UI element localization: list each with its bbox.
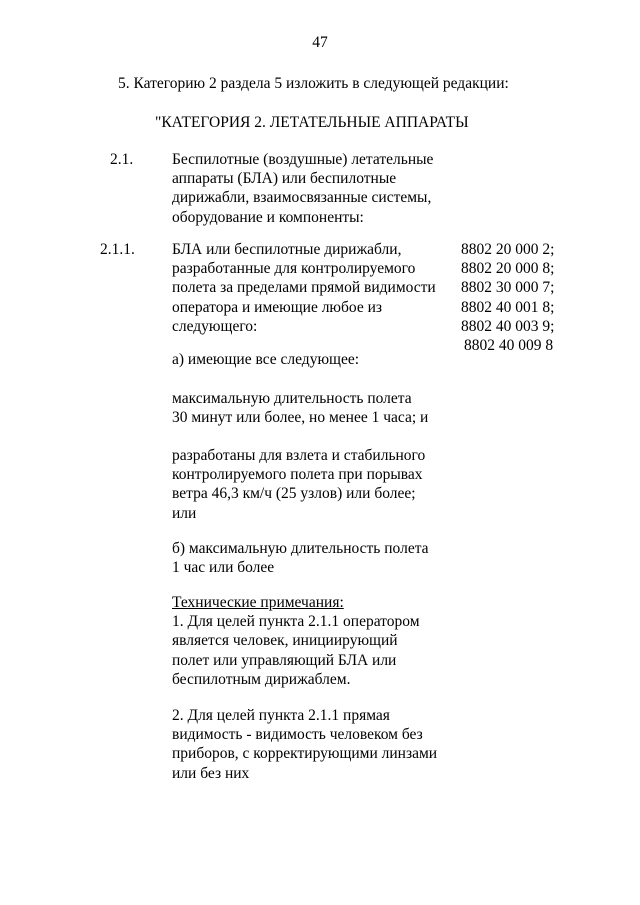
- text-line: 1 час или более: [172, 559, 275, 577]
- text-line: 2. Для целей пункта 2.1.1 прямая: [172, 707, 390, 724]
- item-a-heading: а) имеющие все следующее:: [172, 351, 360, 368]
- text-line: Беспилотные (воздушные) летательные: [172, 151, 434, 168]
- text-line: приборов, с корректирующими линзами: [172, 745, 438, 763]
- customs-code: 8802 20 000 2;: [461, 241, 555, 258]
- text-line: оператора и имеющие любое из: [172, 298, 383, 316]
- text-line: видимость - видимость человеком без: [172, 726, 423, 744]
- item-a-duration: [172, 389, 472, 427]
- page-number: 47: [312, 34, 328, 51]
- text-line: 30 минут или более, но менее 1 часа; и: [172, 409, 429, 427]
- tech-notes-heading: Технические примечания:: [172, 594, 344, 611]
- customs-code: 8802 40 009 8: [464, 337, 554, 355]
- item-b: [172, 539, 472, 577]
- text-line: беспилотным дирижаблем.: [172, 670, 351, 688]
- section-2-1-number: 2.1.: [110, 151, 134, 168]
- tech-notes: [172, 593, 472, 689]
- item-a-wind: [172, 446, 472, 523]
- text-line: оборудование и компоненты:: [172, 208, 364, 226]
- customs-code: 8802 40 001 8;: [461, 298, 555, 316]
- text-line: 1. Для целей пункта 2.1.1 оператором: [172, 613, 420, 631]
- text-line: или без них: [172, 764, 250, 782]
- text-line: контролируемого полета при порывах: [172, 466, 423, 484]
- text-line: максимальную длительность полета: [172, 390, 412, 407]
- text-line: разработанные для контролируемого: [172, 260, 416, 278]
- instruction-line: 5. Категорию 2 раздела 5 изложить в следующей редакции:: [118, 75, 509, 92]
- text-line: разработаны для взлета и стабильного: [172, 447, 426, 464]
- text-line: ветра 46,3 км/ч (25 узлов) или более;: [172, 485, 416, 503]
- customs-code: 8802 40 003 9;: [461, 317, 555, 335]
- section-2-1-1-number: 2.1.1.: [100, 241, 135, 258]
- section-2-1-1-text: [172, 240, 472, 336]
- text-line: следующего:: [172, 317, 258, 335]
- customs-code: 8802 20 000 8;: [461, 260, 555, 278]
- section-2-1-text: [172, 150, 472, 227]
- text-line: является человек, инициирующий: [172, 632, 398, 650]
- customs-codes: [461, 240, 554, 355]
- text-line: полета за пределами прямой видимости: [172, 279, 436, 297]
- text-line: БЛА или беспилотные дирижабли,: [172, 241, 402, 258]
- customs-code: 8802 30 000 7;: [461, 279, 555, 297]
- text-line: б) максимальную длительность полета: [172, 540, 429, 557]
- text-line: или: [172, 504, 197, 522]
- category-title: "КАТЕГОРИЯ 2. ЛЕТАТЕЛЬНЫЕ АППАРАТЫ: [155, 114, 469, 131]
- text-line: дирижабли, взаимосвязанные системы,: [172, 189, 432, 207]
- tech-note-2: [172, 706, 472, 783]
- text-line: аппараты (БЛА) или беспилотные: [172, 170, 397, 188]
- text-line: полет или управляющий БЛА или: [172, 651, 397, 669]
